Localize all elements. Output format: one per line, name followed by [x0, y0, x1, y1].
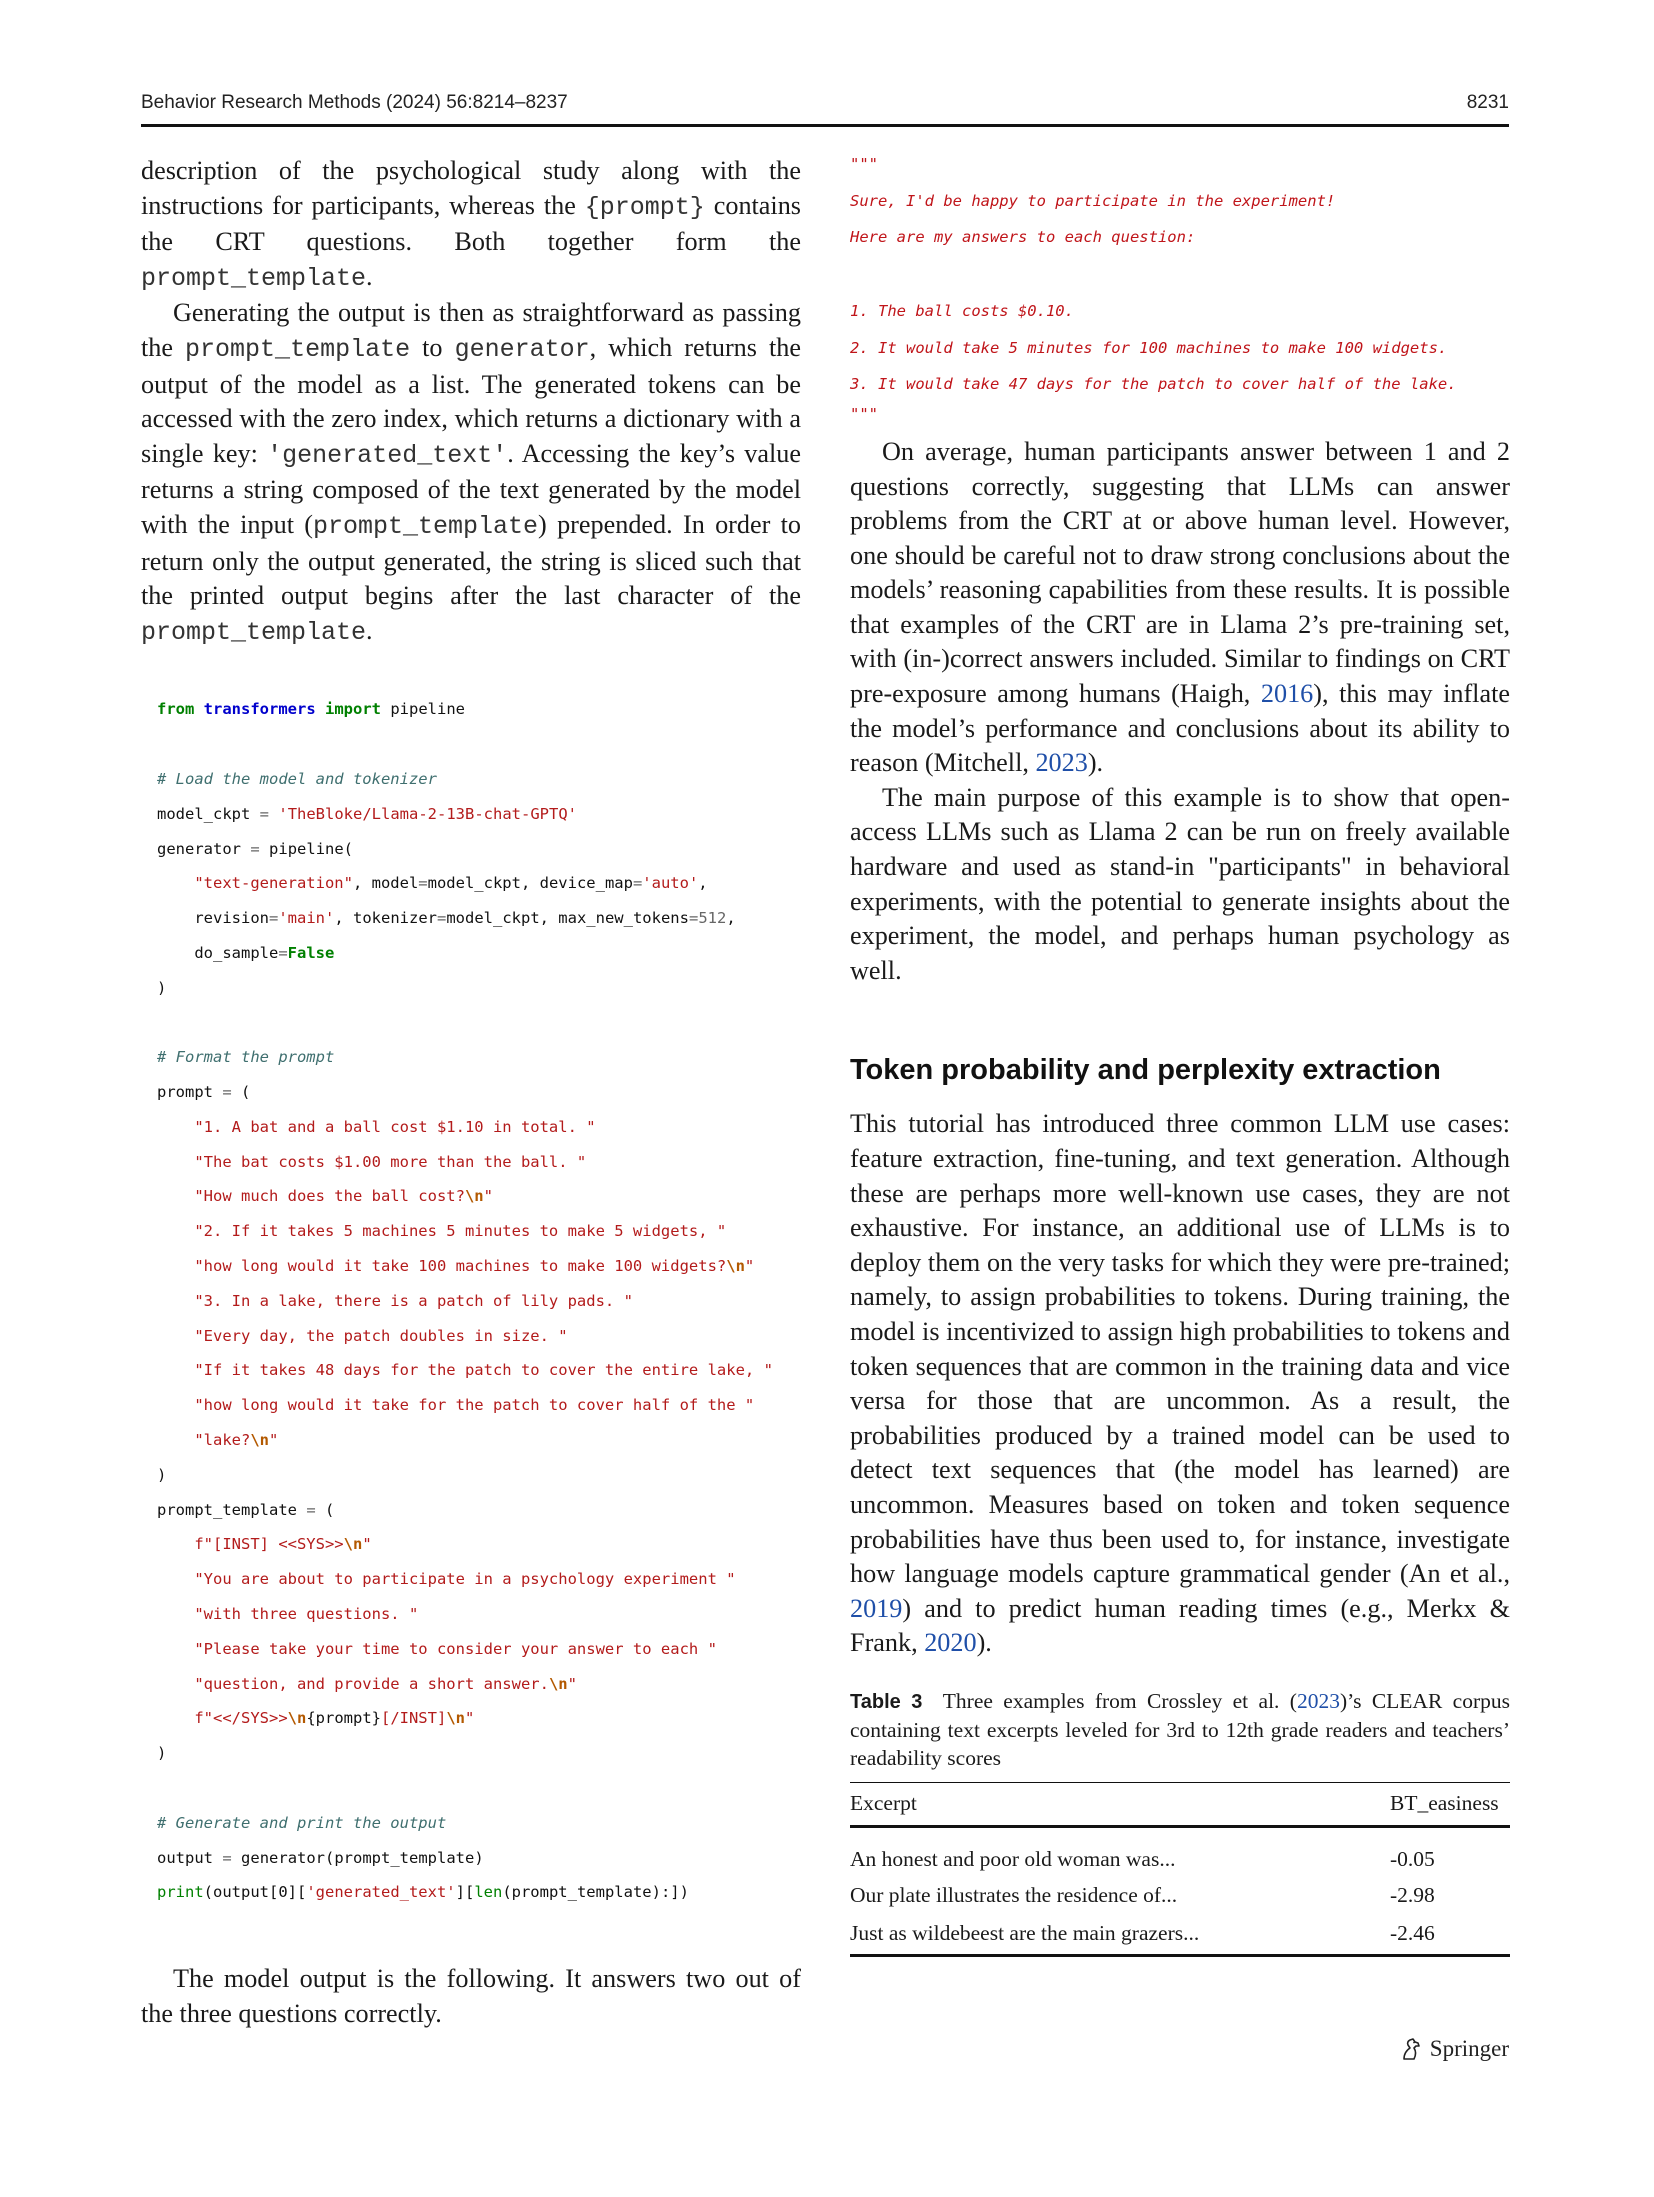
code-line: "You are about to participate in a psychology experiment ": [194, 1570, 736, 1589]
code-line: generator = pipeline(: [157, 839, 354, 858]
code-line: # Generate and print the output: [157, 1813, 447, 1832]
output-line: 2. It would take 5 minutes for 100 machines to make 100 widgets.: [850, 338, 1448, 357]
column-header-bt-easiness: BT_easiness: [1390, 1791, 1499, 1816]
code-line: ): [157, 1465, 167, 1484]
code-line: "3. In a lake, there is a patch of lily pads. ": [194, 1291, 633, 1310]
inline-code: prompt_template: [141, 263, 367, 293]
table-row: [850, 1878, 1510, 1914]
code-line: "If it takes 48 days for the patch to cover the entire lake, ": [194, 1361, 773, 1380]
code-line: ): [157, 1744, 167, 1763]
inline-code: prompt_template: [141, 617, 367, 647]
readability-table: [850, 1782, 1510, 1957]
excerpt-cell: Just as wildebeest are the main grazers...: [850, 1921, 1200, 1946]
publisher-logo: [1398, 2036, 1509, 2062]
citation-link[interactable]: 2023: [1035, 748, 1088, 778]
paragraph-model-output-intro: The model output is the following. It answers two out of the three questions correctly.: [141, 1964, 801, 2028]
table-row: [850, 1842, 1510, 1878]
code-line: "1. A bat and a ball cost $1.10 in total. ": [194, 1117, 596, 1136]
section-heading: Token probability and perplexity extraction: [850, 1054, 1441, 1087]
code-line: [157, 1771, 801, 1806]
left-column: [141, 154, 801, 2031]
springer-horse-icon: [1398, 2036, 1424, 2062]
code-line: "How much does the ball cost?\n": [194, 1187, 493, 1206]
code-line: # Load the model and tokenizer: [157, 769, 437, 788]
output-line: 1. The ball costs $0.10.: [850, 301, 1074, 320]
table-spacer-row: [850, 1826, 1510, 1842]
inline-code: 'generated_text': [267, 440, 508, 470]
code-listing: [157, 692, 801, 1910]
inline-code: generator: [454, 334, 590, 364]
code-line: "Every day, the patch doubles in size. ": [194, 1326, 568, 1345]
table-caption: Table 3 Three examples from Crossley et al. (2023)’s CLEAR corpus containing text excerpts leveled for 3rd to 12th grade readers and teachers’ readability scores: [850, 1688, 1510, 1770]
paragraph-token-probability: This tutorial has introduced three common LLM use cases: feature extraction, fine-tuning, and text generation. Although these are perhaps more well-known use cases, they are not exhaustive. For instance, an additional use of LLMs is to deploy them on the very tasks for which they were pre-trained; namely, to assign probabilities to tokens. During training, the model is incentivized to assign high probabilities to tokens and token sequences that are common in the training data and vice versa for those that are uncommon. As a result, the probabilities produced by a trained model can be used to detect text sequences that (the model has learned) are uncommon. Measures based on token and token sequence probabilities have thus been used to, for instance, investigate how language models capture grammatical gender (An et al., 2019) and to predict human reading times (e.g., Merkx & Frank, 2020).: [850, 1109, 1510, 1658]
table-label: Table 3: [850, 1690, 923, 1713]
code-line: # Format the prompt: [157, 1048, 335, 1067]
score-cell: -2.46: [1390, 1921, 1435, 1946]
excerpt-cell: Our plate illustrates the residence of...: [850, 1883, 1178, 1908]
code-line: revision='main', tokenizer=model_ckpt, max_new_tokens=512,: [194, 909, 736, 928]
output-line: """: [850, 155, 878, 173]
right-column: [850, 154, 1510, 1957]
score-cell: -2.98: [1390, 1883, 1435, 1908]
code-line: "with three questions. ": [194, 1605, 419, 1624]
code-line: f"[INST] <<SYS>>\n": [194, 1535, 372, 1554]
code-line: ): [157, 978, 167, 997]
page-number: 8231: [1466, 92, 1509, 113]
code-line: "question, and provide a short answer.\n": [194, 1674, 577, 1693]
citation-link[interactable]: 2023: [1296, 1688, 1340, 1713]
code-line: output = generator(prompt_template): [157, 1848, 484, 1867]
paragraph-prompt-template: description of the psychological study along with the instructions for participants, whereas the {prompt} contains the CRT questions. Both together form the prompt_template.: [141, 156, 801, 293]
code-line: from transformers import pipeline: [157, 700, 465, 719]
column-header-excerpt: Excerpt: [850, 1791, 917, 1816]
output-line: """: [850, 404, 878, 423]
code-line: [157, 1005, 801, 1040]
code-line: "Please take your time to consider your answer to each ": [194, 1639, 717, 1658]
table-header-row: [850, 1782, 1510, 1826]
inline-code: prompt_template: [313, 511, 539, 541]
output-line: 3. It would take 47 days for the patch to cover half of the lake.: [850, 375, 1457, 394]
code-line: model_ckpt = 'TheBloke/Llama-2-13B-chat-GPTQ': [157, 804, 577, 823]
output-line: Sure, I'd be happy to participate in the experiment!: [850, 191, 1336, 210]
publisher-name: Springer: [1429, 2036, 1509, 2061]
code-line: "how long would it take for the patch to cover half of the ": [194, 1396, 755, 1415]
code-line: "2. If it takes 5 machines 5 minutes to make 5 widgets, ": [194, 1222, 727, 1241]
code-line: prompt_template = (: [157, 1500, 335, 1519]
inline-code: {prompt}: [584, 192, 705, 222]
paragraph-generating-output: Generating the output is then as straightforward as passing the prompt_template to generator, which returns the output of the model as a list. The generated tokens can be accessed with the zero index, which returns a dictionary with a single key: 'generated_text'. Accessing the key’s value returns a string composed of the text generated by the model with the input (prompt_template) prepended. In order to return only the output generated, the string is sliced such that the printed output begins after the last character of the prompt_template.: [141, 298, 801, 647]
code-line: [157, 727, 801, 762]
paragraph-human-comparison: On average, human participants answer between 1 and 2 questions correctly, suggesting that LLMs can answer problems from the CRT at or above human level. However, one should be careful not to draw strong conclusions about the models’ reasoning capabilities from these results. It is possible that examples of the CRT are in Llama 2’s pre-training set, with (in-)correct answers included. Similar to findings on CRT pre-exposure among humans (Haigh, 2016), this may inflate the model’s performance and conclusions about its ability to reason (Mitchell, 2023).: [850, 436, 1510, 778]
code-line: print(output[0]['generated_text'][len(prompt_template):]): [157, 1883, 689, 1902]
header-rule: [141, 124, 1509, 127]
citation-link[interactable]: 2020: [924, 1628, 977, 1658]
code-line: "lake?\n": [194, 1431, 279, 1450]
output-line: [850, 256, 1510, 293]
code-line: "how long would it take 100 machines to make 100 widgets?\n": [194, 1257, 755, 1276]
table-row: [850, 1914, 1510, 1956]
inline-code: prompt_template: [185, 334, 411, 364]
code-line: prompt = (: [157, 1083, 251, 1102]
code-line: "text-generation", model=model_ckpt, device_map='auto',: [194, 874, 708, 893]
paragraph-main-purpose: The main purpose of this example is to show that open-access LLMs such as Llama 2 can be run on freely available hardware and used as stand-in "participants" in behavioral experiments, with the potential to generate insights about the experiment, the model, and perhaps human psychology as well.: [850, 782, 1510, 985]
code-line: "The bat costs $1.00 more than the ball. ": [194, 1152, 587, 1171]
excerpt-cell: An honest and poor old woman was...: [850, 1847, 1176, 1872]
model-output-listing: [850, 146, 1510, 425]
code-line: f"<</SYS>>\n{prompt}[/INST]\n": [194, 1709, 475, 1728]
journal-header: Behavior Research Methods (2024) 56:8214–8237: [141, 92, 568, 113]
output-line: Here are my answers to each question:: [850, 228, 1196, 247]
citation-link[interactable]: 2019: [850, 1593, 903, 1623]
score-cell: -0.05: [1390, 1847, 1435, 1872]
code-line: do_sample=False: [194, 943, 335, 962]
citation-link[interactable]: 2016: [1260, 679, 1314, 709]
